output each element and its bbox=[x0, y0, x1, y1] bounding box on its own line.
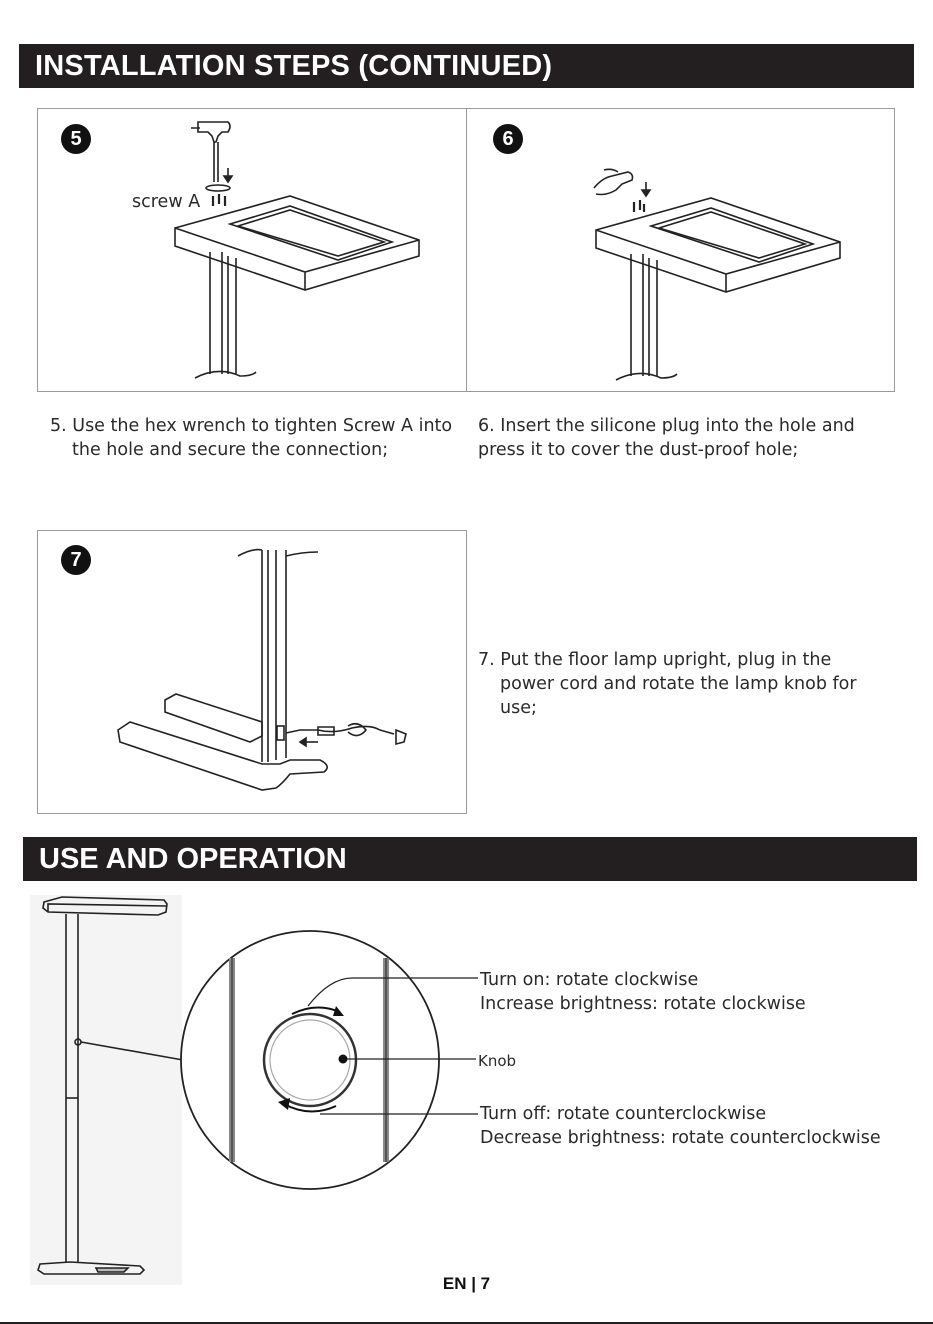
section-title-operation: USE AND OPERATION bbox=[23, 837, 917, 881]
step-7-caption-line3: use; bbox=[500, 698, 537, 718]
step-7-number: 7 bbox=[61, 545, 91, 575]
turn-on-label: Turn on: rotate clockwise bbox=[480, 970, 699, 990]
step-7-caption-line2: power cord and rotate the lamp knob for bbox=[500, 674, 857, 694]
page-number: EN | 7 bbox=[442, 1274, 491, 1293]
increase-brightness-label: Increase brightness: rotate clockwise bbox=[480, 994, 806, 1014]
step-6-caption-line2: press it to cover the dust-proof hole; bbox=[478, 440, 799, 460]
step-6-caption bbox=[478, 414, 918, 462]
step-5-caption-line2: the hole and secure the connection; bbox=[72, 440, 389, 460]
step-5-caption-line1: 5. Use the hex wrench to tighten Screw A into bbox=[50, 416, 453, 436]
step-7-panel bbox=[37, 530, 467, 814]
step-6-panel bbox=[466, 108, 895, 392]
decrease-brightness-label: Decrease brightness: rotate counterclockwise bbox=[480, 1128, 881, 1148]
step-5-number: 5 bbox=[61, 124, 91, 154]
step-6-number: 6 bbox=[493, 124, 523, 154]
step-5-caption bbox=[50, 414, 470, 462]
knob-label: Knob bbox=[478, 1052, 517, 1070]
step-6-caption-line1: 6. Insert the silicone plug into the hole and bbox=[478, 416, 855, 436]
step-7-caption bbox=[478, 648, 918, 720]
step-7-caption-line1: 7. Put the floor lamp upright, plug in the bbox=[478, 650, 832, 670]
section-title-installation: INSTALLATION STEPS (CONTINUED) bbox=[19, 44, 914, 88]
screw-a-label: screw A bbox=[132, 192, 201, 212]
step-5-panel bbox=[37, 108, 467, 392]
turn-off-label: Turn off: rotate counterclockwise bbox=[480, 1104, 767, 1124]
